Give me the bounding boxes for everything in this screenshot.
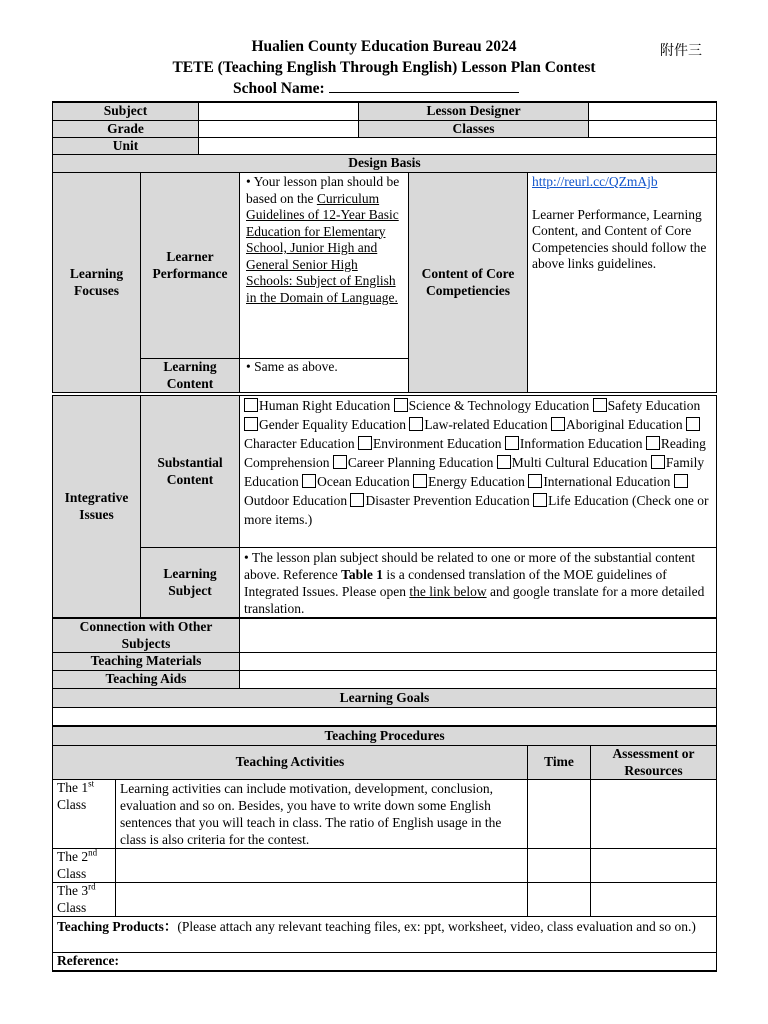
learning-content-text: • Same as above.	[244, 359, 338, 374]
school-name-label: School Name:	[233, 80, 325, 97]
teaching-procedures-header: Teaching Procedures	[53, 727, 717, 746]
learning-subject-label: Learning Subject	[141, 548, 240, 618]
issue-checkbox[interactable]	[686, 417, 700, 431]
class-1-activities[interactable]: Learning activities can include motivation, development, conclusion, evaluation and so on. Besides, you have to write down some English sentences that you will teach in class. The ratio of English usage in the class is also criteria for the contest.	[116, 780, 528, 849]
class-3-label	[53, 883, 116, 917]
issue-checkbox[interactable]	[533, 493, 547, 507]
class-the: The	[57, 883, 78, 898]
issue-label: Human Right Education	[259, 398, 391, 413]
issue-item	[394, 398, 590, 413]
issue-label: Life Education	[548, 493, 629, 508]
issue-label: International Education	[543, 474, 671, 489]
class-word: Class	[57, 796, 87, 812]
learning-subject-text-middle: is a condensed translation of the MOE guidelines of Integrated Issues. Please open	[244, 567, 667, 599]
grade-field[interactable]	[199, 120, 359, 138]
core-competencies-label: Content of Core Competiencies	[409, 173, 528, 393]
teaching-aids-label: Teaching Aids	[53, 671, 240, 689]
reurl-link[interactable]: http://reurl.cc/QZmAjb	[532, 174, 658, 189]
title-bureau: Hualien County Education Bureau 2024	[251, 38, 517, 55]
issue-item	[497, 455, 648, 470]
core-competencies-text: Learner Performance, Learning Content, and Content of Core Competencies should follow the above links guidelines.	[532, 206, 707, 271]
reference-label: Reference:	[57, 953, 119, 968]
issue-label: Safety Education	[607, 398, 701, 413]
learning-subject-text-before: • The lesson plan subject should be related to one or more of the substantial content above. Reference	[244, 550, 695, 582]
learning-content-label: Learning Content	[141, 359, 240, 393]
learner-performance-cell[interactable]	[240, 173, 409, 359]
learner-performance-intro: • Your lesson plan should be based on the	[246, 174, 399, 206]
class-2-sup: nd	[88, 847, 98, 858]
issue-label: Law-related Education	[424, 417, 548, 432]
learning-subject-cell	[240, 548, 717, 618]
subject-label: Subject	[53, 102, 199, 120]
issue-label: Career Planning Education	[347, 455, 494, 470]
title-contest: TETE (Teaching English Through English) Lesson Plan Contest	[172, 59, 596, 76]
issue-item	[533, 493, 629, 508]
issue-checkbox[interactable]	[333, 455, 347, 469]
issue-checkbox[interactable]	[551, 417, 565, 431]
issue-label: Disaster Prevention Education	[365, 493, 530, 508]
class-word: Class	[57, 899, 87, 915]
class-1-sup: st	[88, 778, 95, 789]
class-the: The	[57, 849, 78, 864]
issue-label: Character Education	[244, 436, 355, 451]
issues-note: (Check one or more items.)	[244, 493, 709, 527]
issue-item	[413, 474, 525, 489]
class-2-number: 2	[81, 849, 89, 864]
teaching-activities-header: Teaching Activities	[53, 746, 528, 780]
grade-label: Grade	[53, 120, 199, 138]
issue-checkbox[interactable]	[497, 455, 511, 469]
issue-item	[350, 493, 529, 508]
integrative-issues-table	[52, 395, 717, 618]
class-1-time[interactable]	[528, 780, 591, 849]
class-2-time[interactable]	[528, 849, 591, 883]
teaching-materials-label: Teaching Materials	[53, 653, 240, 671]
issue-checkbox[interactable]	[358, 436, 372, 450]
curriculum-guidelines-link[interactable]: Curriculum Guidelines of 12-Year Basic Education for Elementary School, Junior High and General Senior High Schools: Subject of English in the Domain of Language.	[246, 190, 399, 305]
issue-label: Gender Equality Education	[259, 417, 406, 432]
teaching-materials-field[interactable]	[240, 653, 717, 671]
class-2-label	[53, 849, 116, 883]
design-basis-table	[52, 154, 717, 393]
issue-item	[333, 455, 493, 470]
issue-checkbox[interactable]	[528, 474, 542, 488]
materials-table	[52, 618, 717, 726]
attachment-label: 附件三	[660, 44, 702, 59]
class-3-sup: rd	[88, 881, 96, 892]
learner-performance-label: Learner Performance	[141, 173, 240, 359]
reference-cell[interactable]	[53, 953, 717, 971]
issue-label: Information Education	[519, 436, 643, 451]
teaching-products-label: Teaching Products：	[57, 919, 178, 934]
issue-label: Multi Cultural Education	[511, 455, 648, 470]
design-basis-header: Design Basis	[53, 155, 717, 173]
issue-checkbox[interactable]	[413, 474, 427, 488]
time-header: Time	[528, 746, 591, 780]
issue-item	[358, 436, 502, 451]
class-2-activities[interactable]	[116, 849, 528, 883]
substantial-content-label: Substantial Content	[141, 396, 240, 548]
issue-item	[409, 417, 547, 432]
learning-goals-header: Learning Goals	[53, 689, 717, 708]
table-1-reference: Table 1	[341, 567, 383, 582]
issue-item	[593, 398, 701, 413]
issue-checkbox[interactable]	[394, 398, 408, 412]
procedures-table	[52, 726, 717, 972]
issue-checkbox[interactable]	[674, 474, 688, 488]
learning-focuses-label: Learning Focuses	[53, 173, 141, 393]
lesson-designer-label: Lesson Designer	[359, 102, 589, 120]
info-table	[52, 101, 717, 159]
issue-item	[551, 417, 683, 432]
class-word: Class	[57, 865, 87, 881]
issue-checkbox[interactable]	[593, 398, 607, 412]
learning-subject-text-after: and google translate for a more detailed translation.	[244, 584, 705, 616]
issue-checkbox[interactable]	[651, 455, 665, 469]
issue-label: Science & Technology Education	[408, 398, 590, 413]
class-3-number: 3	[81, 883, 89, 898]
school-name-row	[0, 78, 768, 99]
document-header	[0, 36, 768, 99]
class-1-assessment[interactable]	[591, 780, 717, 849]
classes-label: Classes	[359, 120, 589, 138]
subject-field[interactable]	[199, 102, 359, 120]
issue-checkbox[interactable]	[302, 474, 316, 488]
issue-item	[244, 398, 390, 413]
classes-field[interactable]	[589, 120, 717, 138]
connection-label: Connection with Other Subjects	[53, 619, 240, 653]
issue-checkbox[interactable]	[244, 417, 258, 431]
issue-label: Family Education	[244, 455, 705, 489]
issue-checkbox[interactable]	[646, 436, 660, 450]
assessment-header: Assessment or Resources	[591, 746, 717, 780]
issue-label: Energy Education	[428, 474, 525, 489]
teaching-products-text: (Please attach any relevant teaching files, ex: ppt, worksheet, video, class evaluation and so on.)	[177, 919, 696, 934]
teaching-aids-field[interactable]	[240, 671, 717, 689]
issue-item	[505, 436, 643, 451]
class-2-assessment[interactable]	[591, 849, 717, 883]
class-3-time[interactable]	[528, 883, 591, 917]
issue-label: Reading Comprehension	[244, 436, 706, 470]
unit-field[interactable]	[199, 138, 717, 156]
class-3-assessment[interactable]	[591, 883, 717, 917]
connection-field[interactable]	[240, 619, 717, 653]
core-competencies-cell	[528, 173, 717, 393]
issue-label: Environment Education	[372, 436, 502, 451]
issues-checklist	[240, 396, 717, 548]
learning-content-cell[interactable]	[240, 359, 409, 393]
issue-checkbox[interactable]	[350, 493, 364, 507]
issue-label: Aboriginal Education	[566, 417, 683, 432]
learning-goals-field[interactable]	[53, 708, 717, 726]
issue-label: Outdoor Education	[244, 493, 348, 508]
issues-list	[244, 396, 712, 529]
class-1-label	[53, 780, 116, 849]
issue-item	[302, 474, 410, 489]
lesson-designer-field[interactable]	[589, 102, 717, 120]
moe-guidelines-link[interactable]: the link below	[409, 584, 487, 599]
issue-item	[244, 417, 406, 432]
class-the: The	[57, 780, 78, 795]
issue-item	[528, 474, 670, 489]
class-3-activities[interactable]	[116, 883, 528, 917]
school-name-field[interactable]	[329, 78, 519, 93]
class-1-number: 1	[81, 780, 89, 795]
issue-checkbox[interactable]	[244, 398, 258, 412]
integrative-issues-label: Integrative Issues	[53, 396, 141, 618]
unit-label: Unit	[53, 138, 199, 156]
issue-checkbox[interactable]	[409, 417, 423, 431]
issue-checkbox[interactable]	[505, 436, 519, 450]
teaching-products-cell[interactable]	[53, 917, 717, 953]
issue-label: Ocean Education	[317, 474, 410, 489]
